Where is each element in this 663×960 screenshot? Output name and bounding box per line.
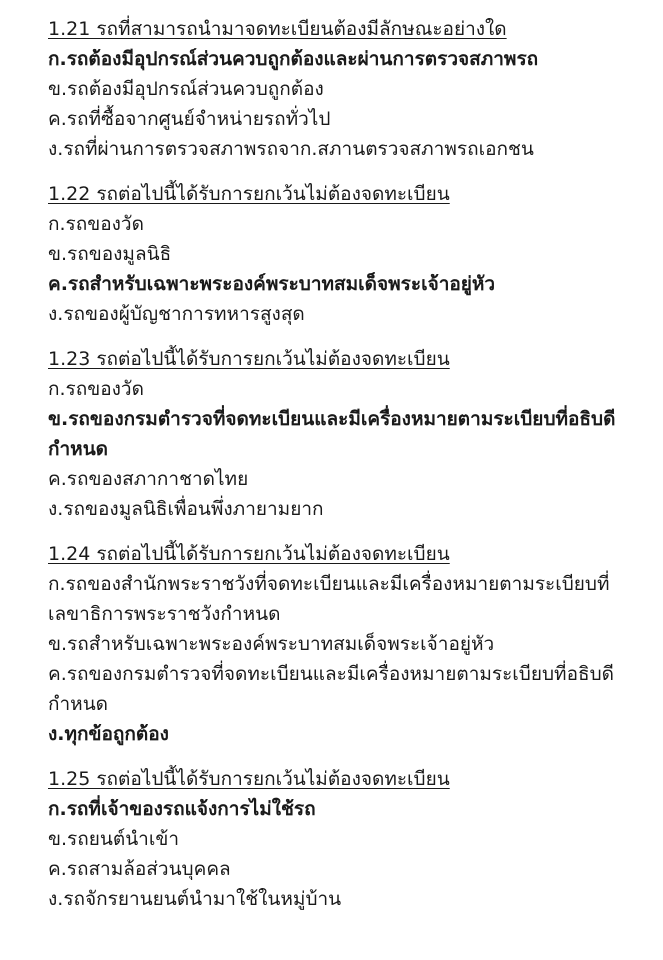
question-1-22 — [48, 179, 648, 329]
choice-a-correct: ก.รถต้องมีอุปกรณ์ส่วนควบถูกต้องและผ่านการตรวจสภาพรถ — [48, 48, 539, 70]
question-1-21 — [48, 14, 648, 164]
question-title: 1.24 รถต่อไปนี้ได้รับการยกเว้นไม่ต้องจดทะเบียน — [48, 543, 450, 565]
choice-c: ค.รถสามล้อส่วนบุคคล — [48, 858, 231, 880]
choice-d: ง.รถของผู้บัญชาการทหารสูงสุด — [48, 303, 305, 325]
question-1-23 — [48, 344, 648, 524]
choice-a-correct: ก.รถที่เจ้าของรถแจ้งการไม่ใช้รถ — [48, 798, 316, 820]
choice-d: ง.รถของมูลนิธิเพื่อนพึ่งภายามยาก — [48, 498, 324, 520]
choice-d: ง.รถจักรยานยนต์นำมาใช้ในหมู่บ้าน — [48, 888, 342, 910]
choice-d: ง.รถที่ผ่านการตรวจสภาพรถจาก.สภานตรวจสภาพรถเอกชน — [48, 138, 534, 160]
question-title: 1.21 รถที่สามารถนำมาจดทะเบียนต้องมีลักษณะอย่างใด — [48, 18, 507, 40]
quiz-document — [48, 14, 648, 929]
question-title: 1.25 รถต่อไปนี้ได้รับการยกเว้นไม่ต้องจดทะเบียน — [48, 768, 450, 790]
choice-c: ค.รถของกรมตำรวจที่จดทะเบียนและมีเครื่องหมายตามระเบียบที่อธิบดีกำหนด — [48, 663, 614, 715]
choice-c: ค.รถที่ซื้อจากศูนย์จำหน่ายรถทั่วไป — [48, 108, 331, 130]
question-1-25 — [48, 764, 648, 914]
question-title: 1.23 รถต่อไปนี้ได้รับการยกเว้นไม่ต้องจดทะเบียน — [48, 348, 450, 370]
choice-b: ข.รถยนต์นำเข้า — [48, 828, 180, 850]
choice-d-correct: ง.ทุกข้อถูกต้อง — [48, 723, 169, 745]
choice-b: ข.รถสำหรับเฉพาะพระองค์พระบาทสมเด็จพระเจ้าอยู่หัว — [48, 633, 495, 655]
choice-a: ก.รถของสำนักพระราชวังที่จดทะเบียนและมีเครื่องหมายตามระเบียบที่เลขาธิการพระราชวังกำหนด — [48, 573, 610, 625]
choice-a: ก.รถของวัด — [48, 213, 144, 235]
choice-a: ก.รถของวัด — [48, 378, 144, 400]
question-title: 1.22 รถต่อไปนี้ได้รับการยกเว้นไม่ต้องจดทะเบียน — [48, 183, 450, 205]
choice-b: ข.รถต้องมีอุปกรณ์ส่วนควบถูกต้อง — [48, 78, 324, 100]
choice-c-correct: ค.รถสำหรับเฉพาะพระองค์พระบาทสมเด็จพระเจ้าอยู่หัว — [48, 273, 496, 295]
choice-c: ค.รถของสภากาชาดไทย — [48, 468, 249, 490]
question-1-24 — [48, 539, 648, 749]
choice-b-correct: ข.รถของกรมตำรวจที่จดทะเบียนและมีเครื่องหมายตามระเบียบที่อธิบดีกำหนด — [48, 408, 616, 460]
choice-b: ข.รถของมูลนิธิ — [48, 243, 172, 265]
